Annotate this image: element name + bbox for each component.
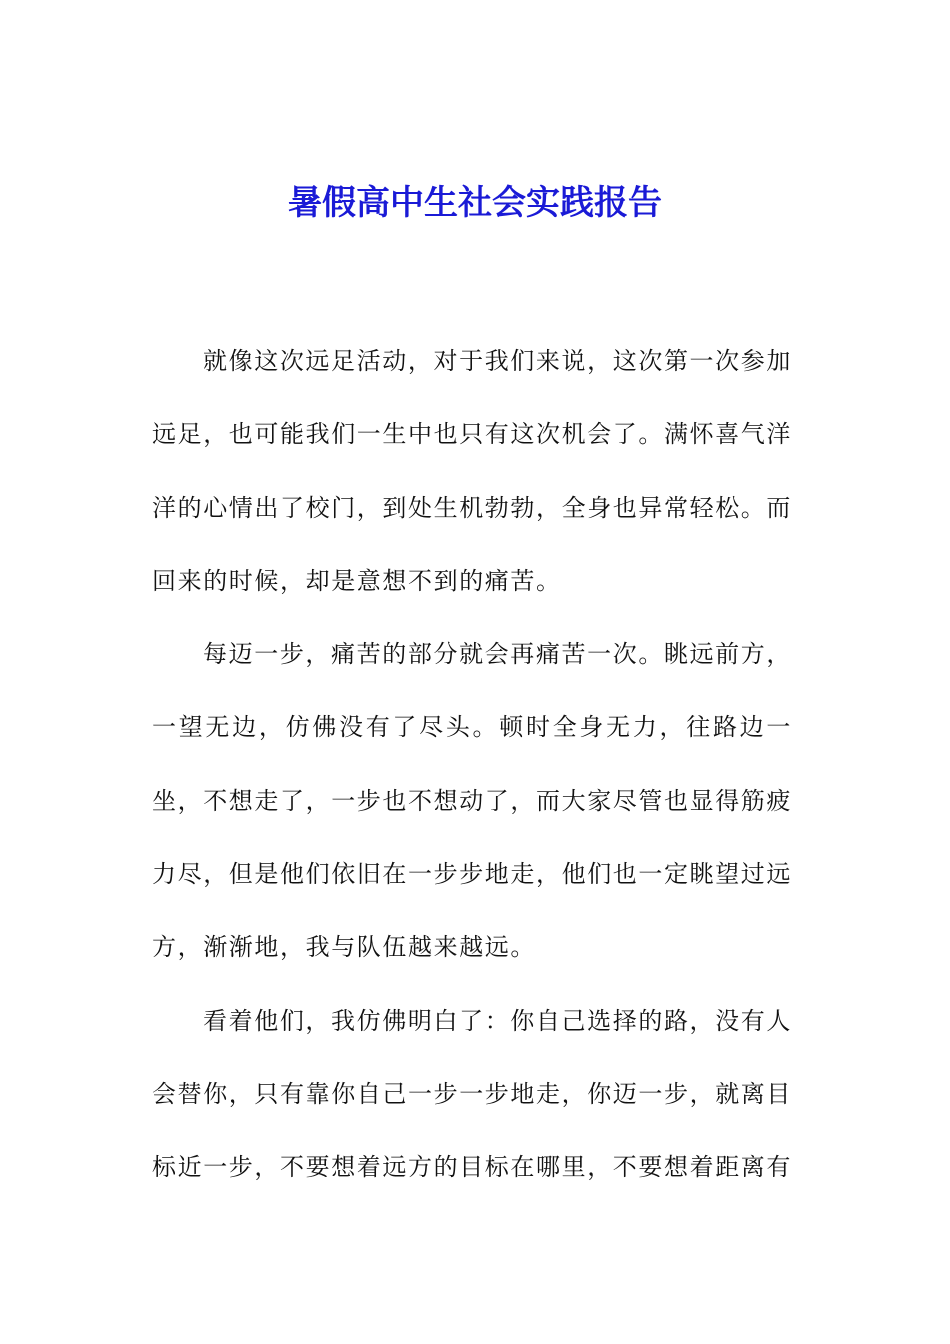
paragraph-2: 每迈一步，痛苦的部分就会再痛苦一次。眺远前方，一望无边，仿佛没有了尽头。顿时全身无力，往路边一坐，不想走了，一步也不想动了，而大家尽管也显得筋疲力尽，但是他们依旧在一步步地走，他们也一定眺望过远方，渐渐地，我与队伍越来越远。 [152, 640, 792, 962]
paragraph-1: 就像这次远足活动，对于我们来说，这次第一次参加远足，也可能我们一生中也只有这次机会了。满怀喜气洋洋的心情出了校门，到处生机勃勃，全身也异常轻松。而回来的时候，却是意想不到的痛苦。 [152, 347, 792, 595]
paragraph-3: 看着他们，我仿佛明白了：你自己选择的路，没有人会替你，只有靠你自己一步一步地走，你迈一步，就离目标近一步，不要想着远方的目标在哪里，不要想着距离有 [152, 1006, 792, 1182]
document-body [152, 325, 792, 1205]
document-title: 暑假高中生社会实践报告 [288, 183, 662, 223]
